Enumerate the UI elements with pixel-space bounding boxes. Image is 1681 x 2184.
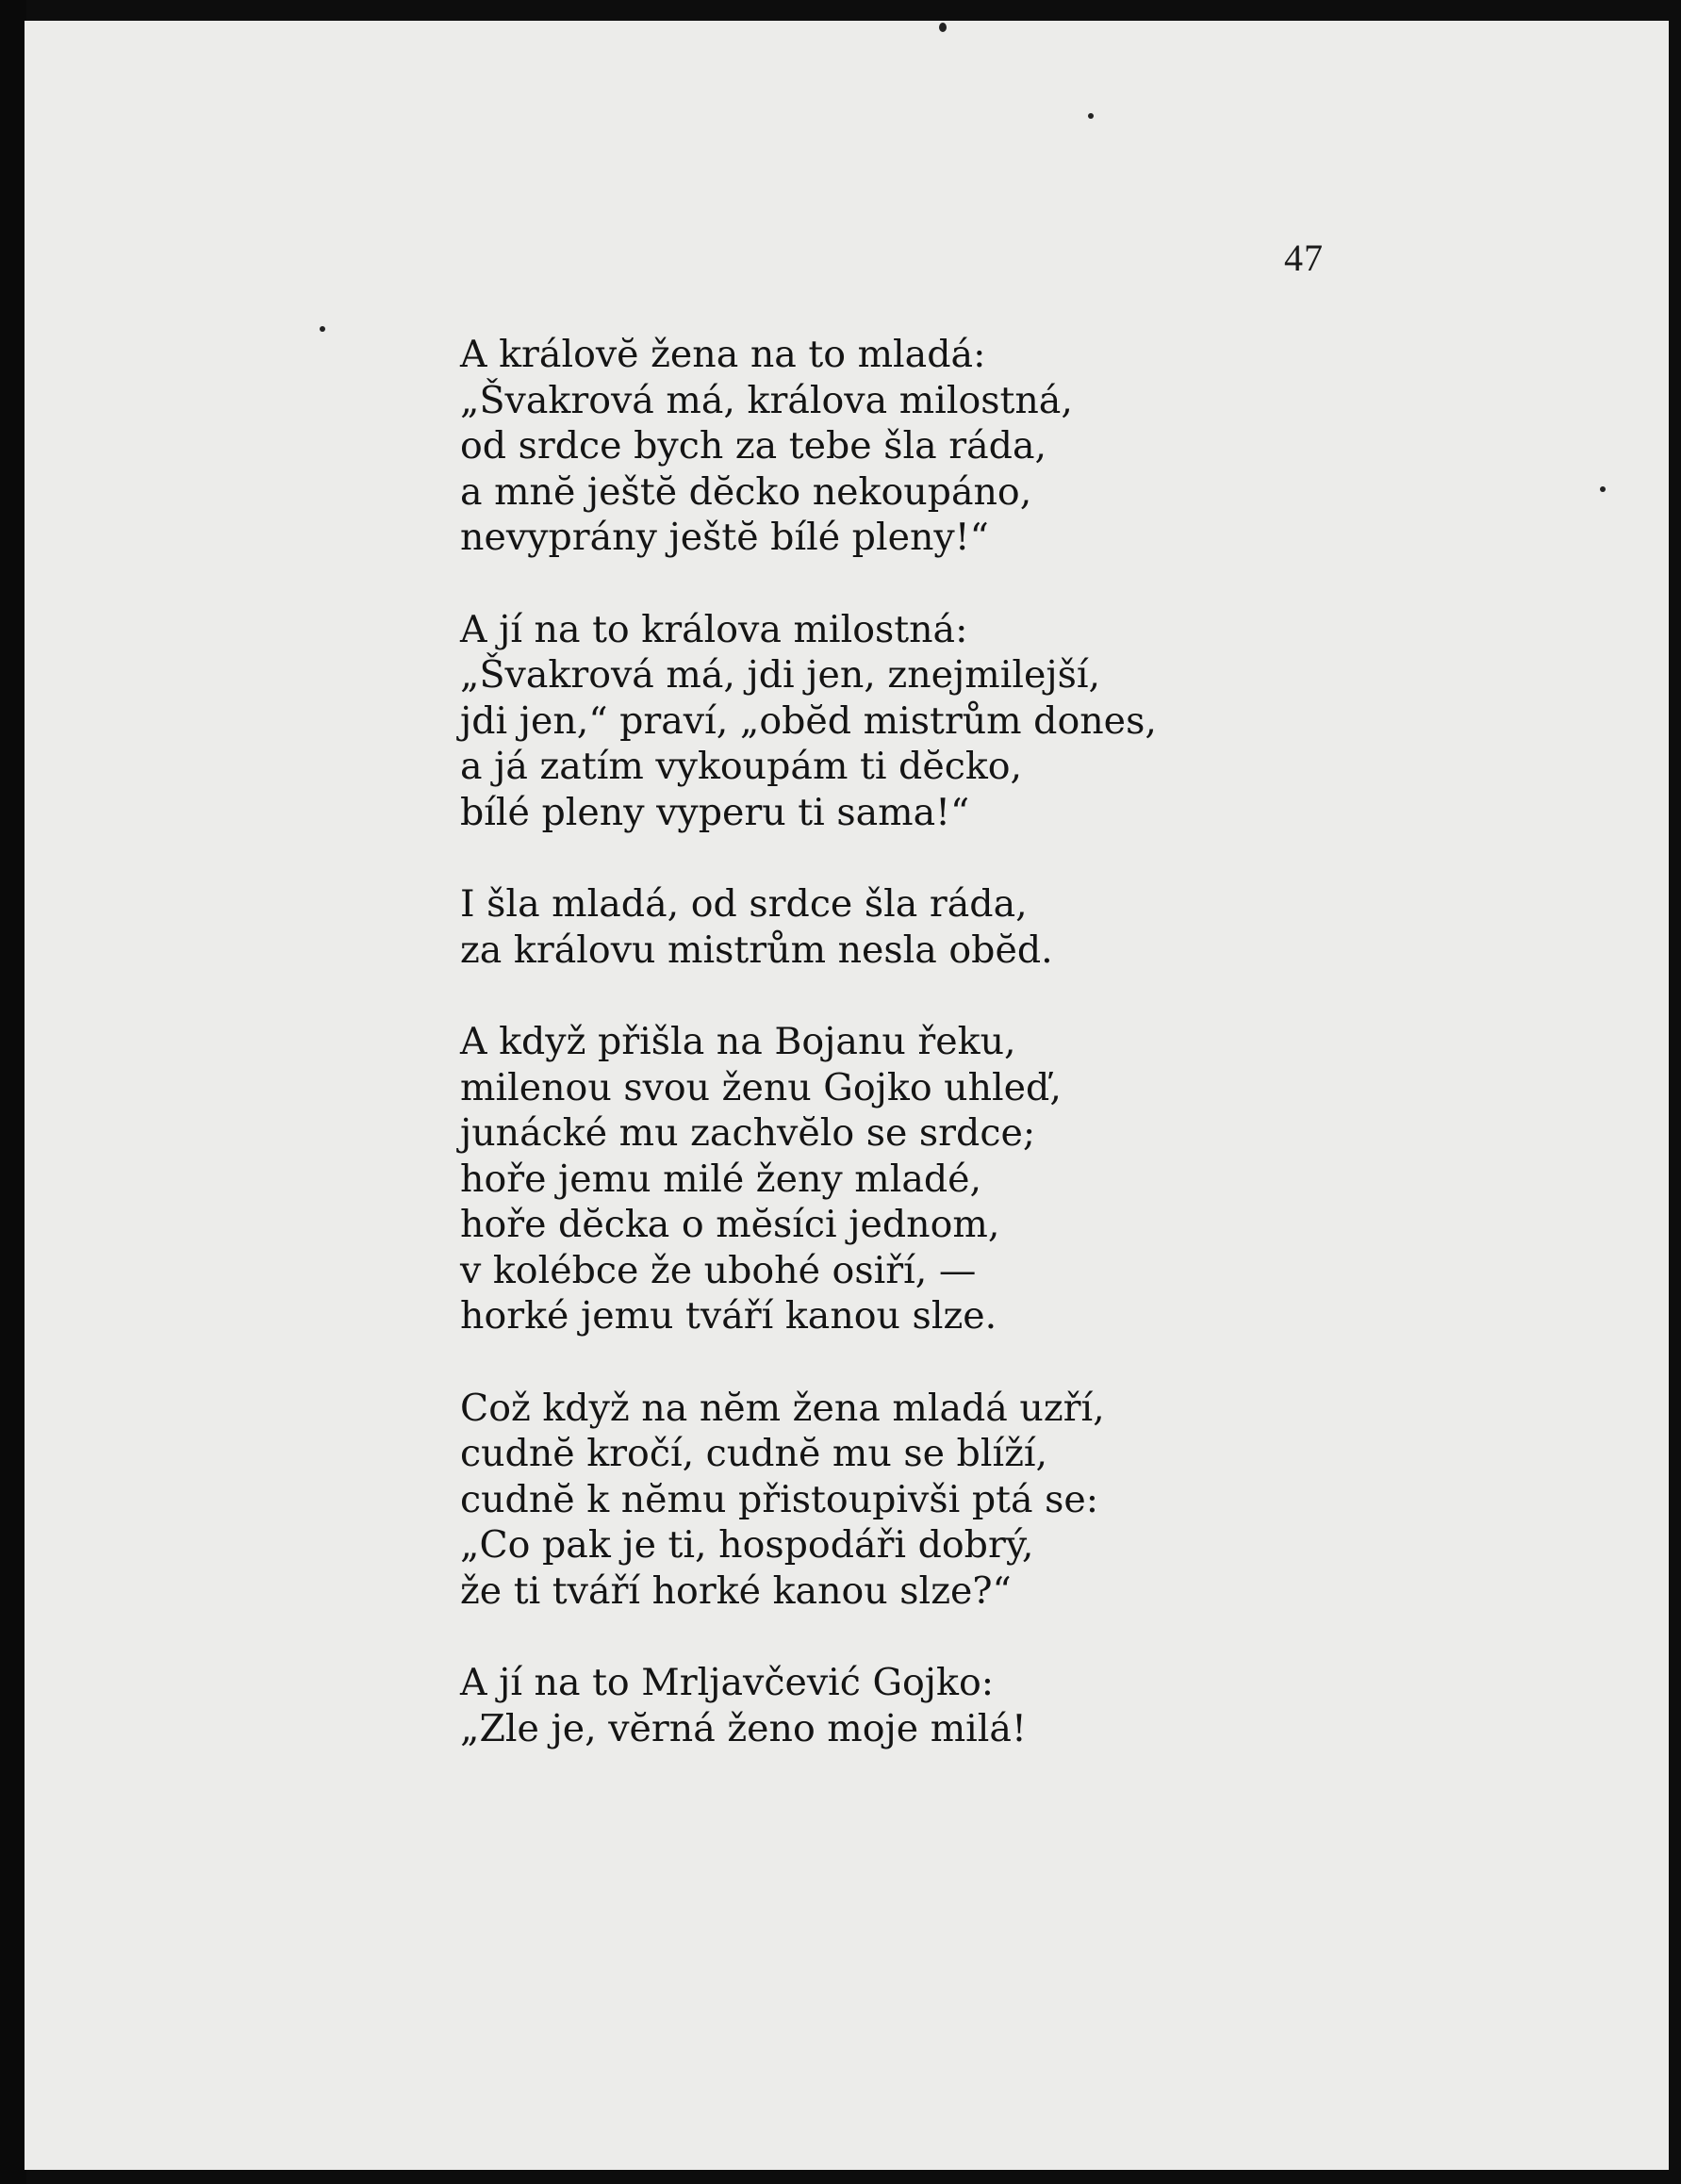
poem-line: od srdce bych za tebe šla ráda, <box>460 424 1047 468</box>
paper-speck <box>1600 486 1606 492</box>
book-page <box>25 21 1669 2170</box>
poem-line: že ti tváří horké kanou slze?“ <box>460 1568 1012 1613</box>
poem-line: jdi jen,“ praví, „obĕd mistrům dones, <box>460 698 1157 743</box>
poem-line: milenou svou ženu Gojko uhleď, <box>460 1065 1062 1109</box>
stanza <box>460 1386 1157 1615</box>
poem-line: bílé pleny vyperu ti sama!“ <box>460 790 970 834</box>
paper-speck <box>320 326 325 332</box>
poem-line: junácké mu zachvĕlo se srdce; <box>460 1111 1036 1155</box>
stanza <box>460 332 1157 561</box>
stanza <box>460 607 1157 836</box>
poem-line: A jí na to Mrljavčević Gojko: <box>460 1661 995 1704</box>
poem-line: cudnĕ k nĕmu přistoupivši ptá se: <box>460 1477 1099 1521</box>
poem-line: horké jemu tváří kanou slze. <box>460 1294 997 1338</box>
poem-line: „Švakrová má, králova milostná, <box>460 378 1073 422</box>
poem-line: a mnĕ ještĕ dĕcko nekoupáno, <box>460 469 1032 514</box>
poem-line: v kolébce že ubohé osiří, — <box>460 1248 977 1292</box>
poem-text <box>460 332 1157 1798</box>
page-number: 47 <box>1284 237 1324 279</box>
stanza <box>460 1660 1157 1751</box>
poem-line: cudnĕ kročí, cudnĕ mu se blíží, <box>460 1432 1048 1475</box>
poem-line: I šla mladá, od srdce šla ráda, <box>460 882 1028 926</box>
poem-line: A když přišla na Bojanu řeku, <box>460 1020 1016 1063</box>
poem-line: hoře dĕcka o mĕsíci jednom, <box>460 1203 1000 1246</box>
paper-speck <box>939 23 947 32</box>
poem-line: Což když na nĕm žena mladá uzří, <box>460 1386 1105 1430</box>
poem-line: A královĕ žena na to mladá: <box>460 333 986 376</box>
poem-line: „Švakrová má, jdi jen, znejmilejší, <box>460 653 1101 697</box>
poem-line: nevyprány ještĕ bílé pleny!“ <box>460 516 989 559</box>
poem-line: A jí na to králova milostná: <box>460 607 968 651</box>
poem-line: „Co pak je ti, hospodáři dobrý, <box>460 1523 1034 1567</box>
poem-line: a já zatím vykoupám ti dĕcko, <box>460 745 1023 788</box>
stanza <box>460 1019 1157 1339</box>
stanza <box>460 881 1157 973</box>
poem-line: „Zle je, vĕrná ženo moje milá! <box>460 1706 1027 1750</box>
book-spine-edge <box>0 0 26 2184</box>
poem-line: hoře jemu milé ženy mladé, <box>460 1157 982 1201</box>
poem-line: za královu mistrům nesla obĕd. <box>460 928 1053 972</box>
paper-speck <box>1088 113 1094 119</box>
